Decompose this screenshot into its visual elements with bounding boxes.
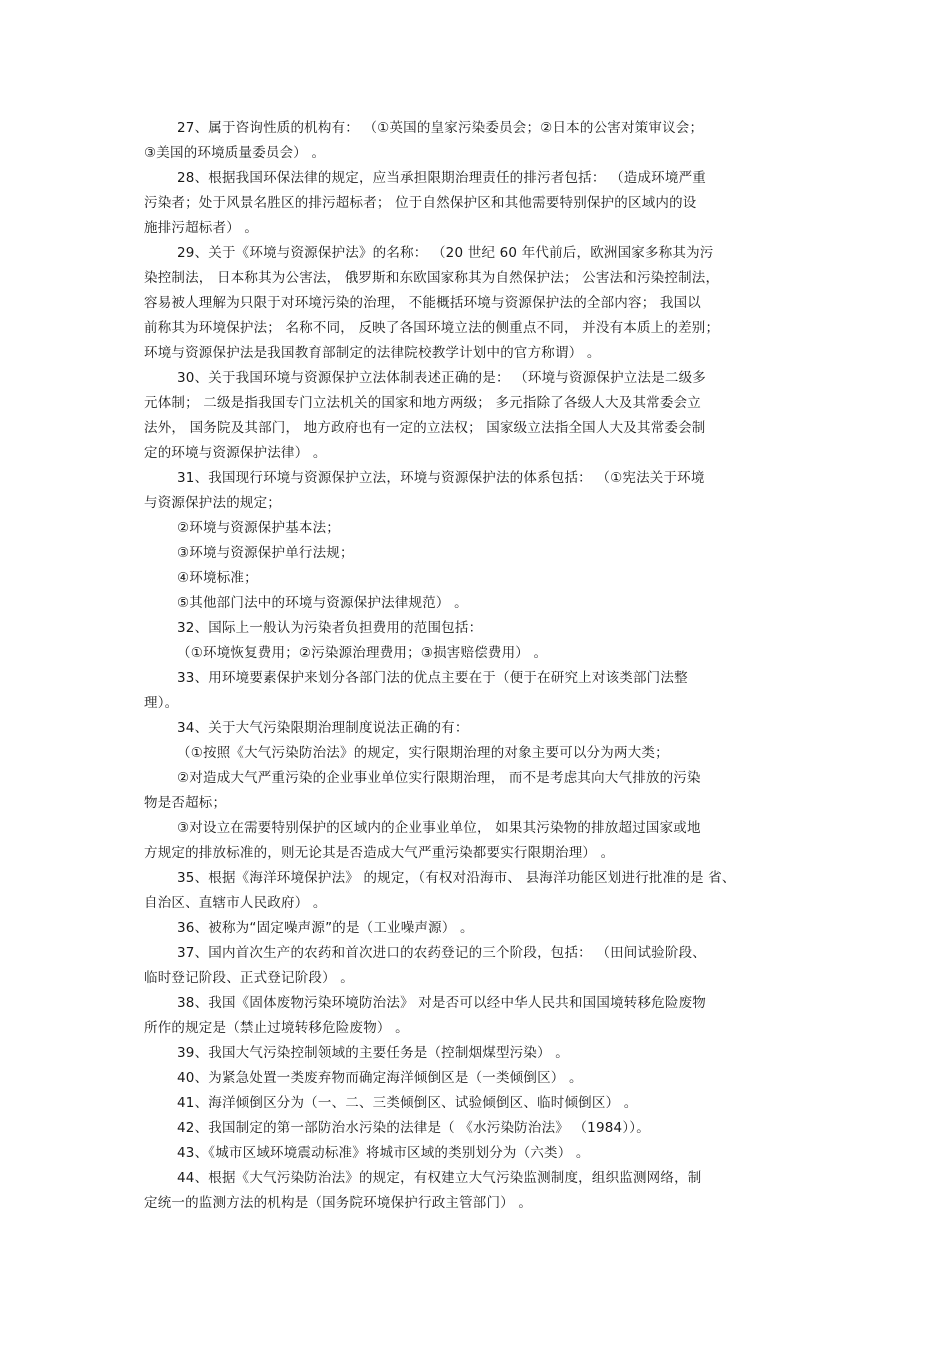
text-line: （①按照《大气污染防治法》的规定，实行限期治理的对象主要可以分为两大类； bbox=[177, 745, 669, 761]
text-line: 环境与资源保护法是我国教育部制定的法律院校教学计划中的官方称谓） 。 bbox=[144, 345, 601, 361]
text-line: ②环境与资源保护基本法； bbox=[177, 520, 341, 536]
text-line: 污染者；处于风景名胜区的排污超标者； 位于自然保护区和其他需要特别保护的区域内的设 bbox=[144, 195, 697, 211]
text-line: （①环境恢复费用；②污染源治理费用；③损害赔偿费用） 。 bbox=[177, 645, 548, 661]
text-line: 物是否超标； bbox=[144, 795, 227, 811]
text-line: 39、我国大气污染控制领域的主要任务是（控制烟煤型污染） 。 bbox=[177, 1045, 569, 1061]
text-line: 42、我国制定的第一部防治水污染的法律是（ 《水污染防治法》 （1984））。 bbox=[177, 1120, 650, 1136]
text-line: 44、根据《大气污染防治法》的规定，有权建立大气污染监测制度，组织监测网络，制 bbox=[177, 1170, 702, 1186]
text-line: 38、我国《固体废物污染环境防治法》 对是否可以经中华人民共和国国境转移危险废物 bbox=[177, 995, 706, 1011]
text-line: 容易被人理解为只限于对环境污染的治理， 不能概括环境与资源保护法的全部内容； 我国以 bbox=[144, 295, 701, 311]
text-line: 前称其为环境保护法； 名称不同， 反映了各国环境立法的侧重点不同， 并没有本质上的差别； bbox=[144, 320, 720, 336]
text-line: 40、为紧急处置一类废弃物而确定海洋倾倒区是（一类倾倒区） 。 bbox=[177, 1070, 583, 1086]
text-line: 43、《城市区域环境震动标准》将城市区域的类别划分为（六类） 。 bbox=[177, 1145, 590, 1161]
text-line: 31、我国现行环境与资源保护立法，环境与资源保护法的体系包括： （①宪法关于环境 bbox=[177, 470, 705, 486]
text-line: 法外， 国务院及其部门， 地方政府也有一定的立法权； 国家级立法指全国人大及其常委会制 bbox=[144, 420, 706, 436]
text-line: ⑤其他部门法中的环境与资源保护法律规范） 。 bbox=[177, 595, 468, 611]
text-line: 29、关于《环境与资源保护法》的名称： （20 世纪 60 年代前后，欧洲国家多称其为污 bbox=[177, 245, 714, 261]
text-line: ②对造成大气严重污染的企业事业单位实行限期治理， 而不是考虑其向大气排放的污染 bbox=[177, 770, 701, 786]
text-line: 临时登记阶段、正式登记阶段） 。 bbox=[144, 970, 354, 986]
text-line: ③对设立在需要特别保护的区域内的企业事业单位， 如果其污染物的排放超过国家或地 bbox=[177, 820, 701, 836]
text-line: 30、关于我国环境与资源保护立法体制表述正确的是： （环境与资源保护立法是二级多 bbox=[177, 370, 706, 386]
text-line: 34、关于大气污染限期治理制度说法正确的有： bbox=[177, 720, 469, 736]
text-line: 36、被称为“固定噪声源”的是（工业噪声源） 。 bbox=[177, 920, 474, 936]
text-line: 自治区、直辖市人民政府） 。 bbox=[144, 895, 327, 911]
text-line: 施排污超标者） 。 bbox=[144, 220, 259, 236]
text-line: 与资源保护法的规定； bbox=[144, 495, 281, 511]
text-line: ③环境与资源保护单行法规； bbox=[177, 545, 354, 561]
text-line: ④环境标准； bbox=[177, 570, 258, 586]
text-line: 定统一的监测方法的机构是（国务院环境保护行政主管部门） 。 bbox=[144, 1195, 533, 1211]
text-line: 理）。 bbox=[144, 695, 179, 711]
text-line: 28、根据我国环保法律的规定，应当承担限期治理责任的排污者包括： （造成环境严重 bbox=[177, 170, 706, 186]
text-line: 定的环境与资源保护法律） 。 bbox=[144, 445, 327, 461]
text-line: 27、属于咨询性质的机构有： （①英国的皇家污染委员会；②日本的公害对策审议会； bbox=[177, 120, 704, 136]
text-line: 元体制； 二级是指我国专门立法机关的国家和地方两级； 多元指除了各级人大及其常委会立 bbox=[144, 395, 701, 411]
text-line: 33、用环境要素保护来划分各部门法的优点主要在于（便于在研究上对该类部门法整 bbox=[177, 670, 688, 686]
text-line: 方规定的排放标准的，则无论其是否造成大气严重污染都要实行限期治理） 。 bbox=[144, 845, 615, 861]
text-line: 35、根据《海洋环境保护法》 的规定，（有权对沿海市、 县海洋功能区划进行批准的是 省、 bbox=[177, 870, 736, 886]
text-line: ③美国的环境质量委员会） 。 bbox=[144, 145, 326, 161]
text-line: 41、海洋倾倒区分为（一、二、三类倾倒区、试验倾倒区、临时倾倒区） 。 bbox=[177, 1095, 638, 1111]
text-line: 所作的规定是（禁止过境转移危险废物） 。 bbox=[144, 1020, 409, 1036]
text-line: 37、国内首次生产的农药和首次进口的农药登记的三个阶段，包括： （田间试验阶段、 bbox=[177, 945, 706, 961]
text-line: 32、国际上一般认为污染者负担费用的范围包括： bbox=[177, 620, 483, 636]
text-line: 染控制法， 日本称其为公害法， 俄罗斯和东欧国家称其为自然保护法； 公害法和污染控制法， bbox=[144, 270, 720, 286]
